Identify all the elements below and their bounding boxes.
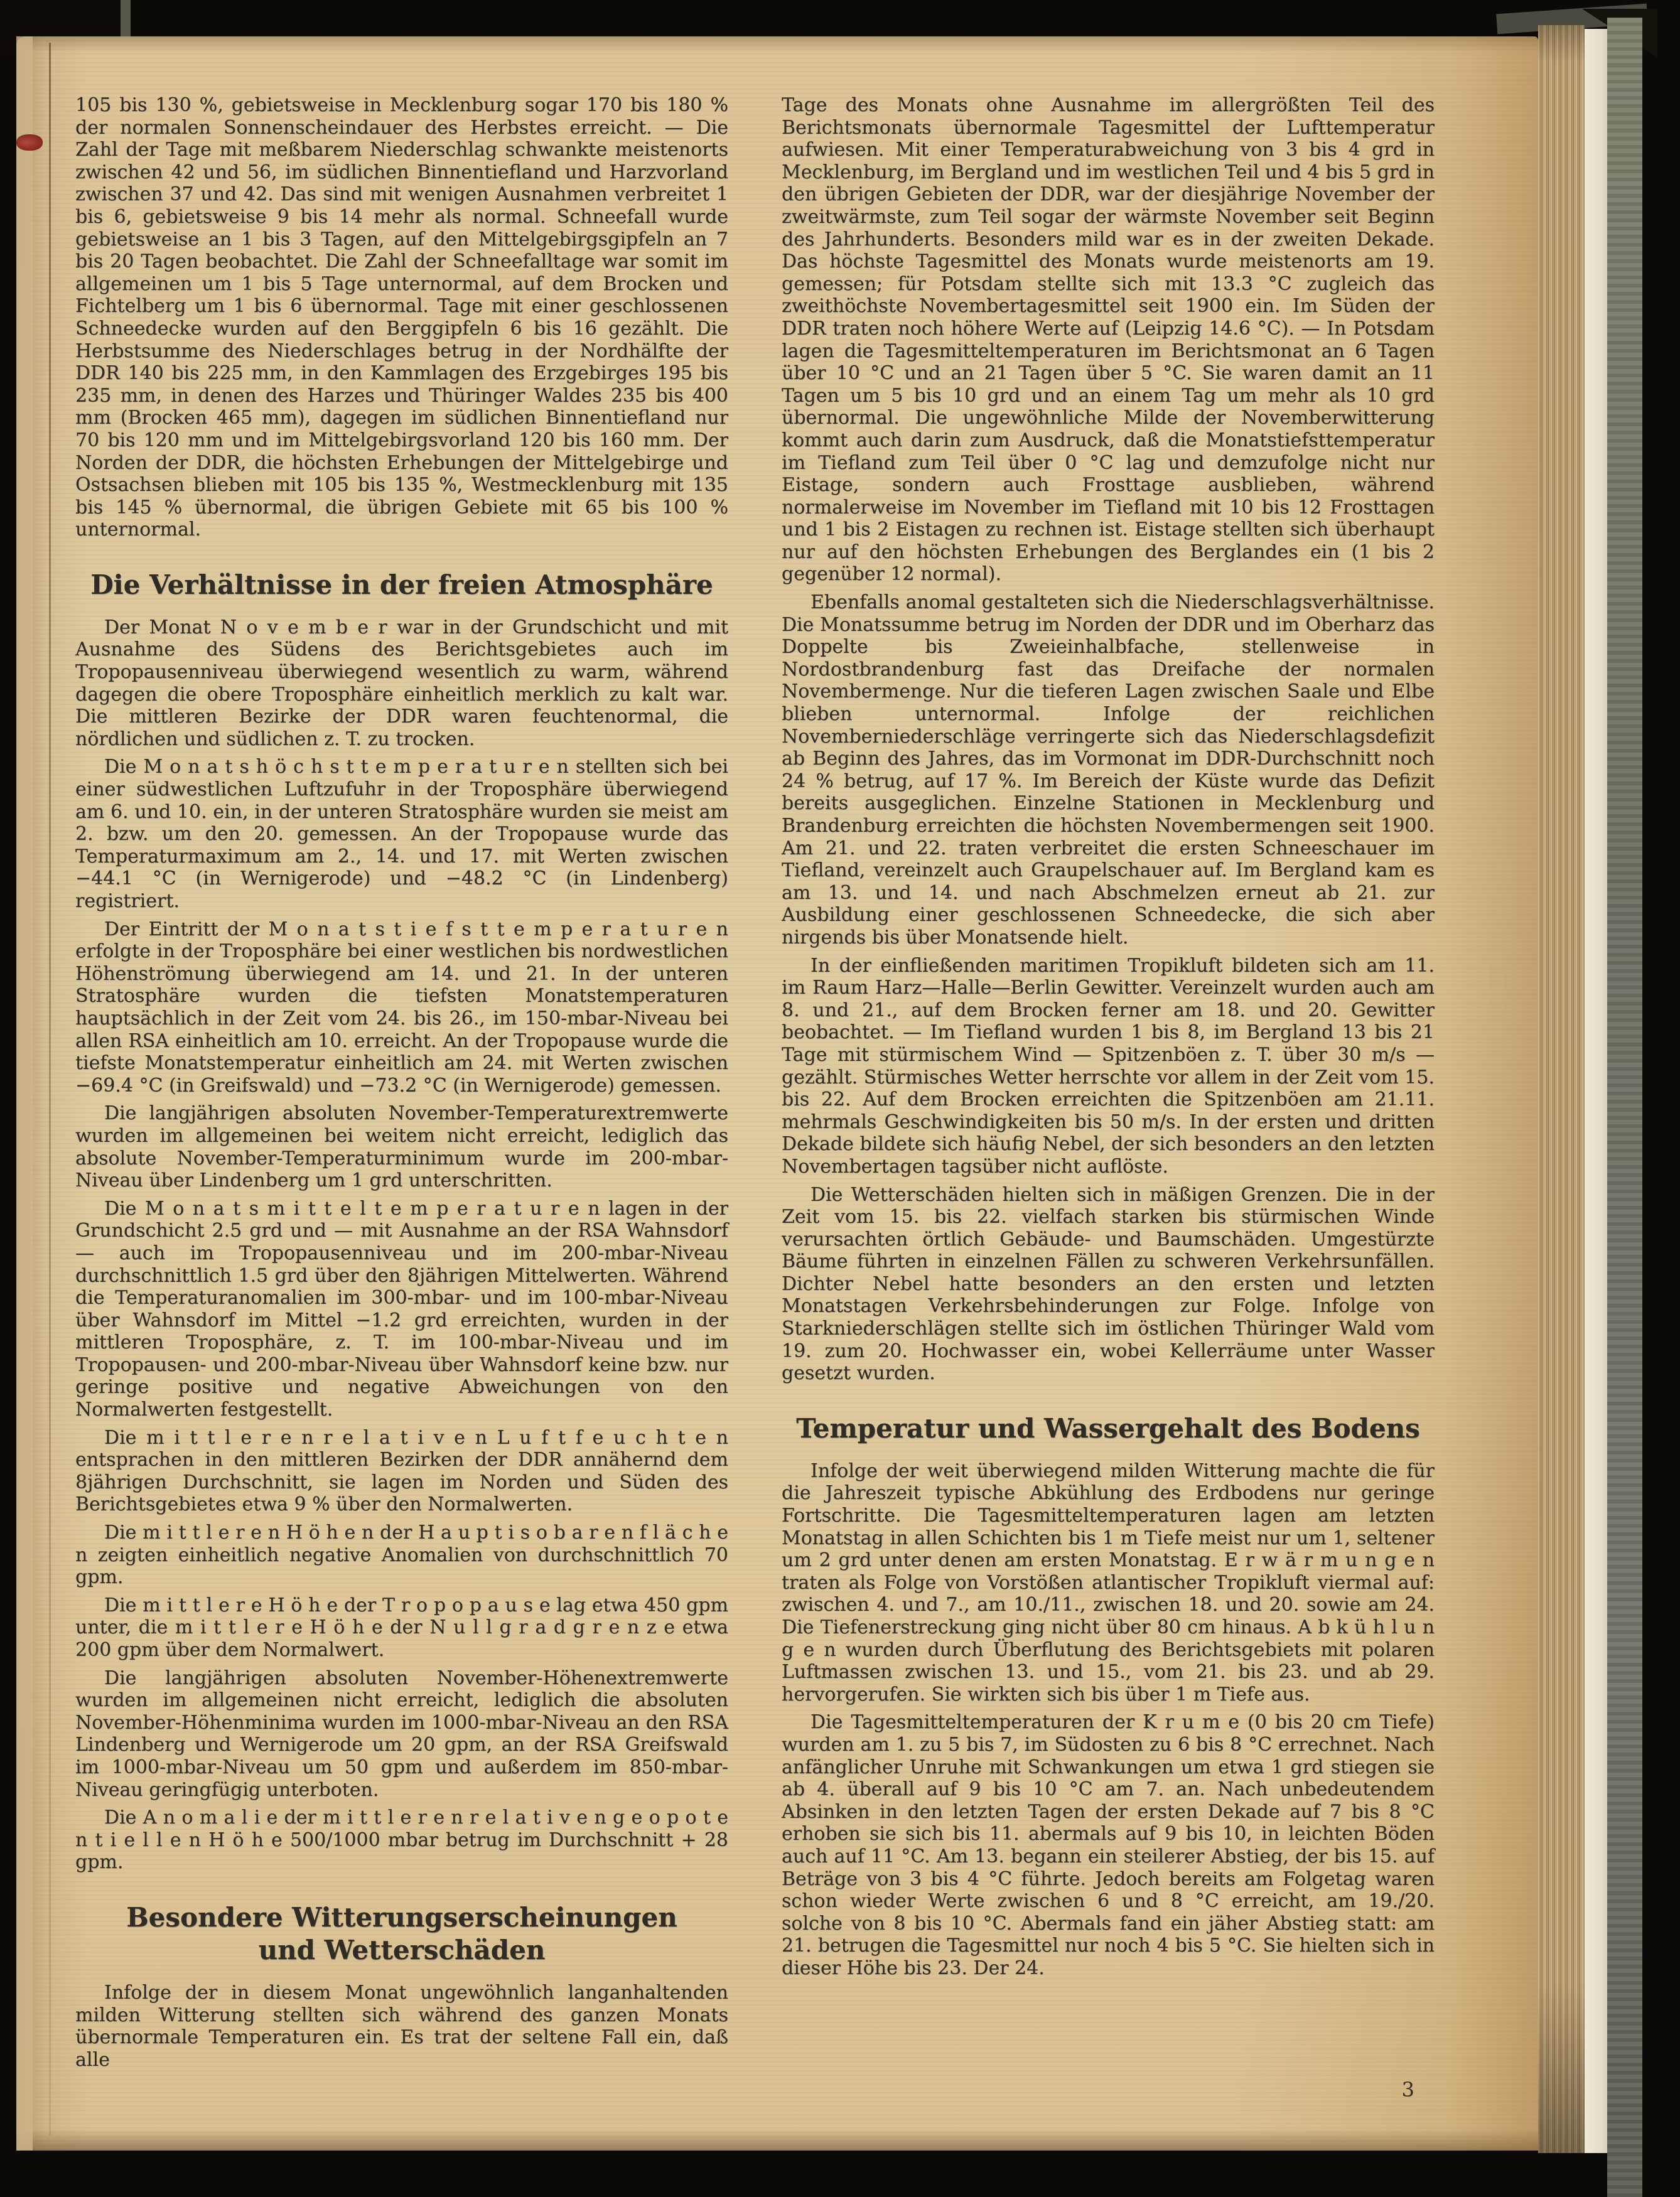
gutter-crease-line (49, 43, 51, 2135)
paragraph: Infolge der in diesem Monat ungewöhnlich langanhaltenden milden Witterung stellten sich während des ganzen Monats übernormale Temperaturen ein. Es trat der seltene Fall ein, daß alle (75, 1981, 728, 2071)
paragraph: Der Eintritt der M o n a t s t i e f s t t e m p e r a t u r e n erfolgte in der Troposphäre bei einer westlichen bis nordwestlichen Höhenströmung überwiegend am 14. und 21. In der unteren Stratosphäre wurden die tiefsten Monatstemperaturen hauptsächlich in der Zeit vom 24. bis 26., im 150-mbar-Niveau bei allen RSA einheitlich am 10. erreicht. An der Tropopause wurde die tiefste Monatstemperatur einheitlich am 24. mit Werten zwischen −69.4 °C (in Greifswald) und −73.2 °C (in Wernigerode) gemessen. (75, 918, 728, 1097)
paragraph: Ebenfalls anomal gestalteten sich die Niederschlagsverhältnisse. Die Monatssumme betrug im Norden der DDR und im Oberharz das Doppelte bis Zweieinhalbfache, stellenweise in Nordostbrandenburg fast das Dreifache der normalen Novembermenge. Nur die tieferen Lagen zwischen Saale und Elbe blieben unternormal. Infolge der reichlichen Novemberniederschläge verringerte sich das Niederschlagsdefizit ab Beginn des Jahres, das im Vormonat im DDR-Durchschnitt noch 24 % betrug, auf 17 %. Im Bereich der Küste wurde das Defizit bereits ausgeglichen. Einzelne Stationen in Mecklenburg und Brandenburg erreichten die höchsten Novembermengen seit 1900. Am 21. und 22. traten verbreitet die ersten Schneeschauer im Tiefland, vereinzelt auch Graupelschauer auf. Im Bergland kam es am 13. und 14. und nach Abschmelzen erneut ab 21. zur Ausbildung einer geschlossenen Schneedecke, die sich aber nirgends bis über Monatsende hielt. (782, 591, 1435, 948)
paragraph: In der einfließenden maritimen Tropikluft bildeten sich am 11. im Raum Harz—Halle—Berlin Gewitter. Vereinzelt wurden auch am 8. und 21., auf dem Brocken ferner am 18. und 20. Gewitter beobachtet. — Im Tiefland wurden 1 bis 8, im Bergland 13 bis 21 Tage mit stürmischem Wind — Spitzenböen z. T. über 30 m/s — gezählt. Stürmisches Wetter herrschte vor allem in der Zeit vom 15. bis 22. Auf dem Brocken erreichten die Spitzenböen am 21.11. mehrmals Geschwindigkeiten bis 50 m/s. In der ersten und dritten Dekade bildete sich häufig Nebel, der sich besonders an den letzten Novembertagen tagsüber nicht auflöste. (782, 954, 1435, 1178)
paragraph: Die Tagesmitteltemperaturen der K r u m e (0 bis 20 cm Tiefe) wurden am 1. zu 5 bis 7, im Südosten zu 6 bis 8 °C errechnet. Nach anfänglicher Unruhe mit Schwankungen um etwa 1 grd stiegen sie ab 4. überall auf 9 bis 10 °C am 7. an. Nach unbedeutendem Absinken in den letzten Tagen der ersten Dekade auf 7 bis 8 °C erhoben sie sich bis 11. abermals auf 9 bis 10, in leichten Böden auch auf 11 °C. Am 13. begann ein steilerer Abstieg, der bis 15. auf Beträge von 3 bis 4 °C führte. Jedoch bereits am Folgetag waren schon wieder Werte zwischen 6 und 8 °C erreicht, am 19./20. solche von 8 bis 10 °C. Abermals fand ein jäher Abstieg statt: am 21. betrugen die Tagesmittel nur noch 4 bis 5 °C. Sie hielten sich in dieser Höhe bis 23. Der 24. (782, 1711, 1435, 1979)
continuation-paragraph: 105 bis 130 %, gebietsweise in Mecklenburg sogar 170 bis 180 % der normalen Sonnenscheindauer des Herbstes erreicht. — Die Zahl der Tage mit meßbarem Niederschlag schwankte meistenorts zwischen 42 und 56, im südlichen Binnentiefland und Harzvorland zwischen 37 und 42. Das sind mit wenigen Ausnahmen verbreitet 1 bis 6, gebietsweise 9 bis 14 mehr als normal. Schneefall wurde gebietsweise an 1 bis 3 Tagen, auf den Mittelgebirgsgipfeln an 7 bis 20 Tagen beobachtet. Die Zahl der Schneefalltage war somit im allgemeinen um 1 bis 5 Tage unternormal, auf dem Brocken und Fichtelberg um 1 bis 6 übernormal. Tage mit einer geschlossenen Schneedecke wurden auf den Berggipfeln 6 bis 16 gezählt. Die Herbstsumme des Niederschlages betrug in der Nordhälfte der DDR 140 bis 225 mm, in den Kammlagen des Erzgebirges 195 bis 235 mm, in denen des Harzes und Thüringer Waldes 235 bis 400 mm (Brocken 465 mm), dagegen im südlichen Binnentiefland nur 70 bis 120 mm und im Mittelgebirgsvorland 120 bis 160 mm. Der Norden der DDR, die höchsten Erhebungen der Mittelgebirge und Ostsachsen blieben mit 105 bis 135 %, Westmecklenburg mit 135 bis 145 % übernormal, die übrigen Gebiete mit 65 bis 100 % unternormal. (75, 94, 728, 541)
paragraph: Die m i t t l e r e H ö h e der T r o p o p a u s e lag etwa 450 gpm unter, die m i t t l e r e H ö h e der N u l l g r a d g r e n z e etwa 200 gpm über dem Normalwert. (75, 1594, 728, 1661)
paragraph: Der Monat N o v e m b e r war in der Grundschicht und mit Ausnahme des Südens des Berichtsgebietes auch im Tropopausenniveau überwiegend wesentlich zu warm, während dagegen die obere Troposphäre einheitlich merklich zu kalt war. Die mittleren Bezirke der DDR waren feuchtenormal, die nördlichen und südlichen z. T. zu trocken. (75, 616, 728, 750)
heading-line-1: Besondere Witterungserscheinungen (126, 1901, 677, 1933)
page (16, 36, 1538, 2151)
page-number: 3 (1401, 2078, 1414, 2102)
paragraph: Die langjährigen absoluten November-Höhenextremwerte wurden im allgemeinen nicht erreicht, lediglich die absoluten November-Höhenminima wurden im 1000-mbar-Niveau an den RSA Lindenberg und Wernigerode um 20 gpm, an der RSA Greifswald im 1000-mbar-Niveau um 50 gpm und außerdem im 850-mbar-Niveau geringfügig unterboten. (75, 1667, 728, 1801)
paragraph: Die m i t t l e r e n r e l a t i v e n L u f t f e u c h t e n entsprachen in den mittleren Bezirken der DDR annähernd dem 8jährigen Durchschnitt, sie lagen im Norden und Süden des Berichtsgebietes etwa 9 % über den Normalwerten. (75, 1426, 728, 1516)
left-column (75, 94, 728, 2076)
paragraph: Die m i t t l e r e n H ö h e n der H a u p t i s o b a r e n f l ä c h e n zeigten einheitlich negative Anomalien von durchschnittlich 70 gpm. (75, 1522, 728, 1589)
heading-line-2: und Wetterschäden (258, 1934, 546, 1965)
paragraph: Tage des Monats ohne Ausnahme im allergrößten Teil des Berichtsmonats übernormale Tagesmittel der Lufttemperatur aufwiesen. Mit einer Temperaturabweichung von 3 bis 4 grd in Mecklenburg, im Bergland und im westlichen Teil und 4 bis 5 grd in den übrigen Gebieten der DDR, war der diesjährige November der zweitwärmste, zum Teil sogar der wärmste November seit Beginn des Jahrhunderts. Besonders mild war es in der zweiten Dekade. Das höchste Tagesmittel des Monats wurde meistenorts am 19. gemessen; für Potsdam stellte sich mit 13.3 °C zugleich das zweithöchste Novembertagesmittel seit 1900 ein. Im Süden der DDR traten noch höhere Werte auf (Leipzig 14.6 °C). — In Potsdam lagen die Tagesmitteltemperaturen im Berichtsmonat an 6 Tagen über 10 °C und an 21 Tagen über 5 °C. Sie waren damit an 11 Tagen um 5 bis 10 grd und an einem Tag um mehr als 10 grd übernormal. Die ungewöhnliche Milde der Novemberwitterung kommt auch darin zum Ausdruck, daß die Monatstiefsttemperatur im Tiefland zum Teil über 0 °C lag und demzufolge nicht nur Eistage, sondern auch Frosttage ausblieben, während normalerweise im November im Tiefland mit 10 bis 12 Frosttagen und 1 bis 2 Eistagen zu rechnen ist. Eistage stellten sich überhaupt nur auf den höchsten Erhebungen des Berglandes ein (1 bis 2 gegenüber 12 normal). (782, 94, 1435, 586)
book-cover-strip (1607, 18, 1642, 2197)
section-heading-weather-phenomena (75, 1901, 728, 1967)
paragraph: Die Wetterschäden hielten sich in mäßigen Grenzen. Die in der Zeit vom 15. bis 22. vielfach starken bis stürmischen Winde verursachten örtlich Gebäude- und Baumschäden. Umgestürzte Bäume führten in einzelnen Fällen zu schweren Verkehrsunfällen. Dichter Nebel hatte besonders an den ersten und letzten Monatstagen Verkehrsbehinderungen zur Folge. Infolge von Starkniederschlägen stellte sich im östlichen Thüringer Wald vom 19. zum 20. Hochwasser ein, wobei Kellerräume unter Wasser gesetzt wurden. (782, 1183, 1435, 1385)
gutter-page-sliver (16, 36, 33, 2151)
paragraph: Die A n o m a l i e der m i t t l e r e n r e l a t i v e n g e o p o t e n t i e l l e n H ö h e 500/1000 mbar betrug im Durchschnitt + 28 gpm. (75, 1807, 728, 1874)
paragraph: Die M o n a t s h ö c h s t t e m p e r a t u r e n stellten sich bei einer südwestlichen Luftzufuhr in der Troposphäre überwiegend am 6. und 10. ein, in der unteren Stratosphäre wurden sie meist am 2. bzw. um den 20. gemessen. An der Tropopause wurde das Temperaturmaximum am 2., 14. und 17. mit Werten zwischen −44.1 °C (in Wernigerode) und −48.2 °C (in Lindenberg) registriert. (75, 756, 728, 912)
paragraph: Die langjährigen absoluten November-Temperaturextremwerte wurden im allgemeinen bei weitem nicht erreicht, lediglich das absolute November-Temperaturminimum wurde im 200-mbar-Niveau über Lindenberg um 1 grd unterschritten. (75, 1102, 728, 1192)
book-spine-seam (121, 0, 131, 41)
section-heading-soil: Temperatur und Wassergehalt des Bodens (796, 1412, 1420, 1444)
page-stack-fore-edge (1538, 25, 1585, 2153)
paragraph: Die M o n a t s m i t t e l t e m p e r a t u r e n lagen in der Grundschicht 2.5 grd und — mit Ausnahme an der RSA Wahnsdorf — auch im Tropopausenniveau und im 200-mbar-Niveau durchschnittlich 1.5 grd über den 8jährigen Mittelwerten. Während die Temperaturanomalien im 300-mbar- und im 100-mbar-Niveau über Wahnsdorf im Mittel −1.2 grd erreichten, wurden in der mittleren Troposphäre, z. T. im 100-mbar-Niveau und im Tropopausen- und 200-mbar-Niveau über Wahnsdorf keine bzw. nur geringe positive und negative Abweichungen von den Normalwerten festgestellt. (75, 1197, 728, 1421)
red-ink-mark (16, 134, 43, 151)
section-heading-free-atmosphere: Die Verhältnisse in der freien Atmosphäre (90, 569, 713, 600)
paragraph: Infolge der weit überwiegend milden Witterung machte die für die Jahreszeit typische Abkühlung des Erdbodens nur geringe Fortschritte. Die Tagesmitteltemperaturen lagen am letzten Monatstag in allen Schichten bis 1 m Tiefe meist nur um 1, seltener um 2 grd unter denen am ersten Monatstag. E r w ä r m u n g e n traten als Folge von Vorstößen atlantischer Tropikluft viermal auf: zwischen 4. und 7., am 10./11., zwischen 18. und 20. sowie am 24. Die Tiefenerstreckung ging nicht über 80 cm hinaus. A b k ü h l u n g e n wurden durch Überflutung des Berichtsgebiets mit polaren Luftmassen zwischen 13. und 15., vom 21. bis 23. und ab 29. hervorgerufen. Sie wirkten sich bis über 1 m Tiefe aus. (782, 1459, 1435, 1705)
endpaper-strip (1585, 29, 1607, 2153)
right-column (782, 94, 1435, 1985)
